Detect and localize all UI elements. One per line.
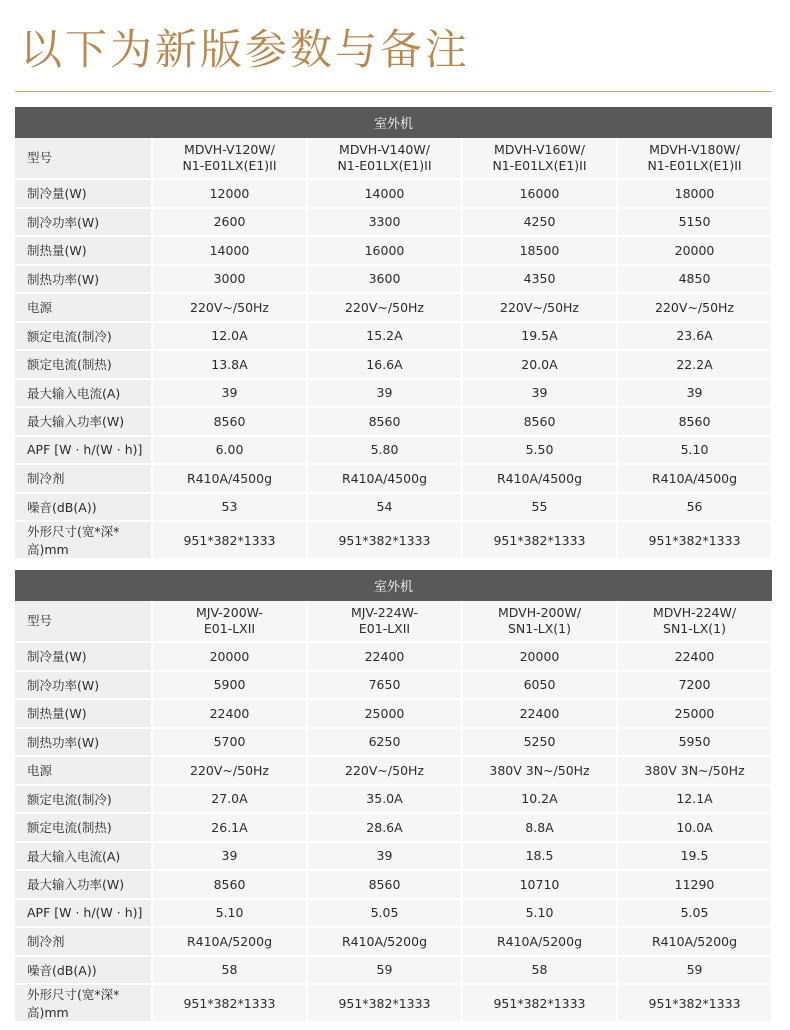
spec-value: 8560 xyxy=(307,407,462,436)
spec-value: 951*382*1333 xyxy=(617,521,772,559)
spec-value: 3000 xyxy=(152,265,307,294)
spec-value: 5.10 xyxy=(462,899,617,928)
spec-value: 56 xyxy=(617,493,772,522)
model-cell xyxy=(152,601,307,642)
spec-row xyxy=(15,813,772,842)
spec-value: 16.6A xyxy=(307,350,462,379)
model-label: 型号 xyxy=(15,138,152,179)
model-line: MDVH-200W/ xyxy=(497,605,582,621)
spec-value: 39 xyxy=(307,842,462,871)
spec-value: 18.5 xyxy=(462,842,617,871)
spec-label: 制冷功率(W) xyxy=(15,671,152,700)
spec-value: 4850 xyxy=(617,265,772,294)
model-cell xyxy=(617,601,772,642)
model-line: MJV-200W- xyxy=(195,605,264,621)
spec-label: 最大输入功率(W) xyxy=(15,870,152,899)
spec-value: 220V~/50Hz xyxy=(152,756,307,785)
spec-value: 39 xyxy=(152,379,307,408)
spec-row xyxy=(15,236,772,265)
spec-table-1 xyxy=(15,107,773,560)
spec-value: 35.0A xyxy=(307,785,462,814)
spec-row xyxy=(15,785,772,814)
spec-value: 5900 xyxy=(152,671,307,700)
spec-value: 951*382*1333 xyxy=(462,984,617,1022)
spec-value: 8560 xyxy=(307,870,462,899)
spec-row xyxy=(15,728,772,757)
spec-value: 8560 xyxy=(152,407,307,436)
spec-value: 220V~/50Hz xyxy=(617,293,772,322)
spec-value: R410A/4500g xyxy=(617,464,772,493)
spec-row xyxy=(15,179,772,208)
spec-label: 额定电流(制热) xyxy=(15,350,152,379)
spec-value: 220V~/50Hz xyxy=(307,293,462,322)
model-line: N1-E01LX(E1)II xyxy=(182,158,277,173)
spec-label: 外形尺寸(宽*深*高)mm xyxy=(15,521,152,559)
spec-label: 电源 xyxy=(15,293,152,322)
model-line: E01-LXII xyxy=(358,621,411,636)
model-line: N1-E01LX(E1)II xyxy=(647,158,742,173)
spec-label: APF [W · h/(W · h)] xyxy=(15,899,152,928)
spec-value: 59 xyxy=(307,956,462,985)
spec-label: 外形尺寸(宽*深*高)mm xyxy=(15,984,152,1022)
spec-value: 4250 xyxy=(462,208,617,237)
spec-value: 12.0A xyxy=(152,322,307,351)
spec-value: 6250 xyxy=(307,728,462,757)
spec-value: 25000 xyxy=(307,699,462,728)
spec-value: 20.0A xyxy=(462,350,617,379)
model-line: MDVH-V180W/ xyxy=(649,142,740,158)
spec-row xyxy=(15,956,772,985)
model-line: MDVH-V140W/ xyxy=(339,142,430,158)
model-cell xyxy=(152,138,307,179)
spec-value: 15.2A xyxy=(307,322,462,351)
model-line: SN1-LX(1) xyxy=(508,621,571,636)
spec-label: 制冷功率(W) xyxy=(15,208,152,237)
spec-value: 8560 xyxy=(462,407,617,436)
spec-value: R410A/4500g xyxy=(152,464,307,493)
spec-value: 27.0A xyxy=(152,785,307,814)
spec-value: 53 xyxy=(152,493,307,522)
spec-value: 951*382*1333 xyxy=(617,984,772,1022)
spec-label: 制冷剂 xyxy=(15,464,152,493)
model-label: 型号 xyxy=(15,601,152,642)
spec-value: 13.8A xyxy=(152,350,307,379)
spec-value: 12000 xyxy=(152,179,307,208)
spec-value: 22400 xyxy=(617,642,772,671)
spec-value: 3600 xyxy=(307,265,462,294)
spec-value: 55 xyxy=(462,493,617,522)
spec-value: 5.05 xyxy=(307,899,462,928)
spec-row xyxy=(15,322,772,351)
spec-value: 10710 xyxy=(462,870,617,899)
spec-value: 951*382*1333 xyxy=(307,521,462,559)
spec-row xyxy=(15,436,772,465)
spec-value: 59 xyxy=(617,956,772,985)
table-banner: 室外机 xyxy=(15,107,772,138)
spec-row xyxy=(15,493,772,522)
spec-row xyxy=(15,870,772,899)
spec-value: 10.2A xyxy=(462,785,617,814)
spec-value: 19.5A xyxy=(462,322,617,351)
spec-value: 39 xyxy=(307,379,462,408)
spec-value: 951*382*1333 xyxy=(152,521,307,559)
spec-label: 制热功率(W) xyxy=(15,265,152,294)
model-cell xyxy=(462,138,617,179)
spec-value: 11290 xyxy=(617,870,772,899)
spec-label: 噪音(dB(A)) xyxy=(15,493,152,522)
spec-row xyxy=(15,293,772,322)
spec-value: 16000 xyxy=(307,236,462,265)
spec-value: 6.00 xyxy=(152,436,307,465)
spec-value: 14000 xyxy=(307,179,462,208)
model-line: MDVH-V160W/ xyxy=(494,142,585,158)
model-line: MJV-224W- xyxy=(350,605,419,621)
spec-value: 16000 xyxy=(462,179,617,208)
spec-value: R410A/5200g xyxy=(462,927,617,956)
spec-row xyxy=(15,699,772,728)
spec-value: 39 xyxy=(617,379,772,408)
spec-row xyxy=(15,756,772,785)
spec-value: 8560 xyxy=(617,407,772,436)
spec-row xyxy=(15,642,772,671)
model-cell xyxy=(307,138,462,179)
spec-label: 额定电流(制冷) xyxy=(15,322,152,351)
spec-value: 7650 xyxy=(307,671,462,700)
model-line: MDVH-224W/ xyxy=(652,605,737,621)
spec-value: 19.5 xyxy=(617,842,772,871)
spec-value: 25000 xyxy=(617,699,772,728)
spec-value: 5.10 xyxy=(152,899,307,928)
spec-value: 220V~/50Hz xyxy=(152,293,307,322)
spec-label: 最大输入电流(A) xyxy=(15,379,152,408)
spec-value: 28.6A xyxy=(307,813,462,842)
spec-value: 380V 3N~/50Hz xyxy=(617,756,772,785)
model-line: N1-E01LX(E1)II xyxy=(337,158,432,173)
spec-value: R410A/4500g xyxy=(462,464,617,493)
spec-value: 8.8A xyxy=(462,813,617,842)
spec-value: 5700 xyxy=(152,728,307,757)
model-cell xyxy=(307,601,462,642)
spec-value: 2600 xyxy=(152,208,307,237)
table-banner: 室外机 xyxy=(15,570,772,601)
spec-value: 23.6A xyxy=(617,322,772,351)
spec-value: 7200 xyxy=(617,671,772,700)
spec-row xyxy=(15,265,772,294)
spec-value: 380V 3N~/50Hz xyxy=(462,756,617,785)
spec-value: 18500 xyxy=(462,236,617,265)
spec-row xyxy=(15,379,772,408)
spec-value: 4350 xyxy=(462,265,617,294)
spec-row xyxy=(15,521,772,559)
model-row xyxy=(15,601,772,642)
model-cell xyxy=(617,138,772,179)
spec-row xyxy=(15,899,772,928)
spec-label: 制热量(W) xyxy=(15,699,152,728)
spec-value: 220V~/50Hz xyxy=(307,756,462,785)
spec-label: 噪音(dB(A)) xyxy=(15,956,152,985)
spec-label: APF [W · h/(W · h)] xyxy=(15,436,152,465)
spec-value: 12.1A xyxy=(617,785,772,814)
spec-value: 20000 xyxy=(617,236,772,265)
spec-value: 20000 xyxy=(462,642,617,671)
title-divider xyxy=(15,91,772,92)
spec-value: 26.1A xyxy=(152,813,307,842)
spec-row xyxy=(15,208,772,237)
spec-value: R410A/4500g xyxy=(307,464,462,493)
spec-value: 5250 xyxy=(462,728,617,757)
spec-value: 5950 xyxy=(617,728,772,757)
spec-label: 最大输入功率(W) xyxy=(15,407,152,436)
spec-row xyxy=(15,464,772,493)
spec-table-2 xyxy=(15,570,773,1023)
spec-value: 58 xyxy=(152,956,307,985)
spec-value: 39 xyxy=(462,379,617,408)
spec-label: 制冷量(W) xyxy=(15,642,152,671)
spec-label: 电源 xyxy=(15,756,152,785)
spec-value: 20000 xyxy=(152,642,307,671)
spec-row xyxy=(15,927,772,956)
spec-value: 6050 xyxy=(462,671,617,700)
model-line: N1-E01LX(E1)II xyxy=(492,158,587,173)
spec-row xyxy=(15,407,772,436)
spec-label: 制热量(W) xyxy=(15,236,152,265)
spec-value: 10.0A xyxy=(617,813,772,842)
spec-value: 22400 xyxy=(307,642,462,671)
spec-value: 18000 xyxy=(617,179,772,208)
spec-label: 制冷剂 xyxy=(15,927,152,956)
spec-value: 39 xyxy=(152,842,307,871)
spec-value: 3300 xyxy=(307,208,462,237)
spec-label: 最大输入电流(A) xyxy=(15,842,152,871)
spec-value: 5.50 xyxy=(462,436,617,465)
spec-row xyxy=(15,984,772,1022)
spec-value: 22400 xyxy=(462,699,617,728)
spec-value: 22.2A xyxy=(617,350,772,379)
spec-row xyxy=(15,671,772,700)
spec-value: 951*382*1333 xyxy=(152,984,307,1022)
spec-value: 5.10 xyxy=(617,436,772,465)
spec-row xyxy=(15,842,772,871)
spec-value: 54 xyxy=(307,493,462,522)
spec-value: 5.80 xyxy=(307,436,462,465)
spec-value: 951*382*1333 xyxy=(307,984,462,1022)
spec-value: 58 xyxy=(462,956,617,985)
spec-value: 951*382*1333 xyxy=(462,521,617,559)
spec-value: R410A/5200g xyxy=(617,927,772,956)
model-line: E01-LXII xyxy=(203,621,256,636)
model-line: SN1-LX(1) xyxy=(663,621,726,636)
spec-value: 220V~/50Hz xyxy=(462,293,617,322)
spec-label: 额定电流(制冷) xyxy=(15,785,152,814)
spec-value: 22400 xyxy=(152,699,307,728)
spec-value: 5.05 xyxy=(617,899,772,928)
spec-value: 5150 xyxy=(617,208,772,237)
spec-value: R410A/5200g xyxy=(307,927,462,956)
spec-value: 14000 xyxy=(152,236,307,265)
spec-value: R410A/5200g xyxy=(152,927,307,956)
spec-row xyxy=(15,350,772,379)
spec-label: 额定电流(制热) xyxy=(15,813,152,842)
model-line: MDVH-V120W/ xyxy=(184,142,275,158)
spec-label: 制冷量(W) xyxy=(15,179,152,208)
spec-value: 8560 xyxy=(152,870,307,899)
spec-label: 制热功率(W) xyxy=(15,728,152,757)
page-title: 以下为新版参数与备注 xyxy=(20,25,471,74)
model-row xyxy=(15,138,772,179)
model-cell xyxy=(462,601,617,642)
